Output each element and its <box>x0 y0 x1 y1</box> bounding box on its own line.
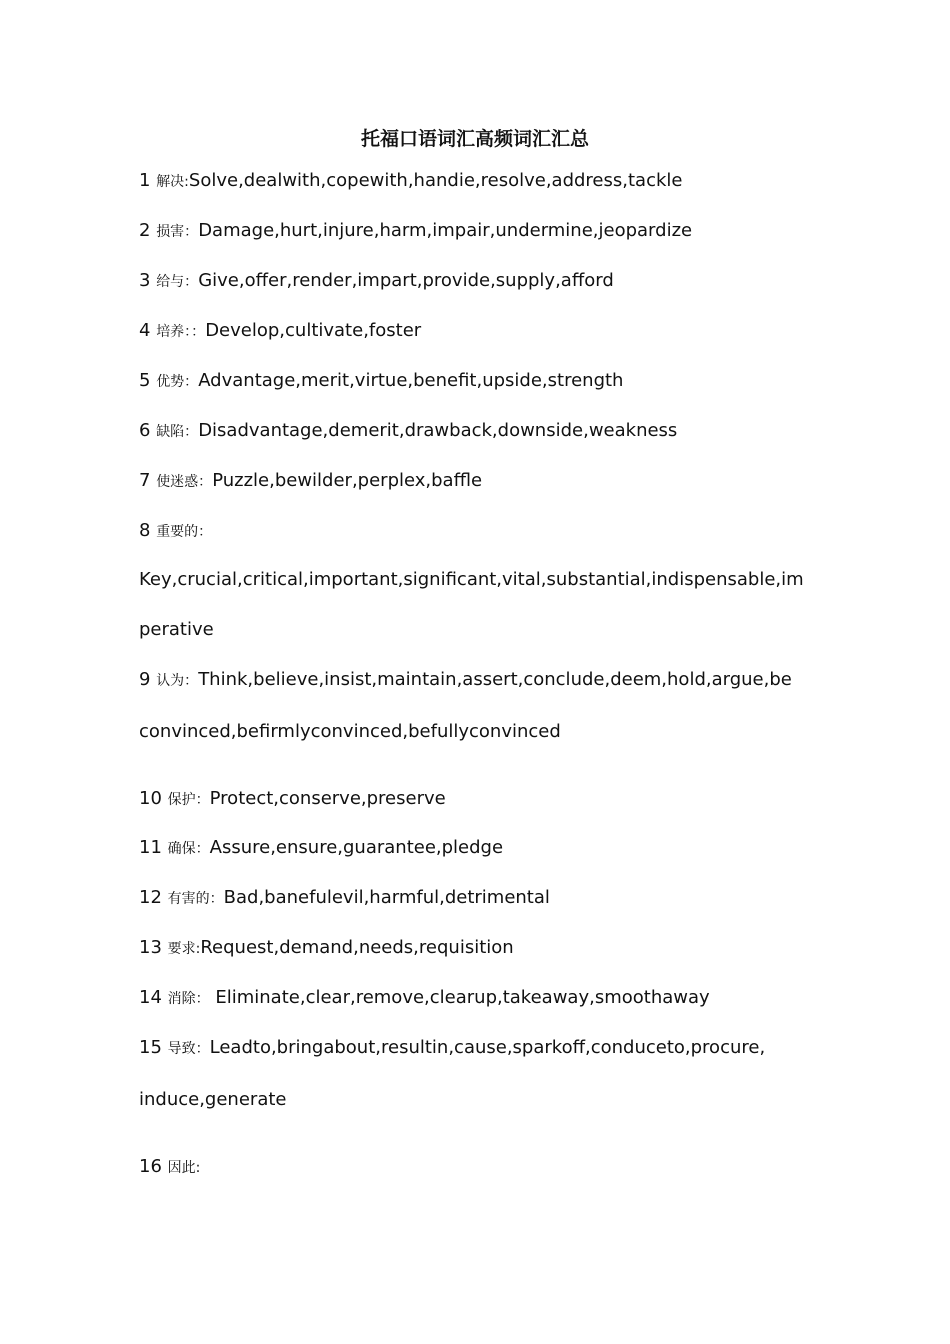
entry-chinese: 导致： <box>167 1041 210 1057</box>
entry-english: Eliminate,clear,remove,clearup,takeaway,smoothaway <box>209 987 710 1008</box>
entry-english: Leadto,bringabout,resultin,cause,sparkoff,conduceto,procure, <box>209 1037 766 1058</box>
entry-english: Request,demand,needs,requisition <box>200 937 514 958</box>
entry-chinese: 认为： <box>156 673 199 689</box>
entry-number: 13 <box>139 937 162 958</box>
entry-chinese: 解决: <box>156 174 189 190</box>
entry-english: Assure,ensure,guarantee,pledge <box>209 837 504 858</box>
vocab-entry-8-continuation: Key,crucial,critical,important,significant,vital,substantial,indispensable,im <box>139 569 804 590</box>
entry-chinese: 保护： <box>167 792 210 808</box>
entry-chinese: 给与： <box>156 274 199 290</box>
entry-number: 1 <box>139 170 151 191</box>
page-title: 托福口语词汇高频词汇汇总 <box>360 128 589 150</box>
vocab-entry-9 <box>139 668 839 693</box>
vocab-entry-15-continuation: induce,generate <box>139 1089 287 1110</box>
entry-chinese: 损害： <box>156 224 199 240</box>
vocab-entry-6 <box>139 419 839 444</box>
entry-english: Disadvantage,demerit,drawback,downside,weakness <box>198 420 678 441</box>
vocab-entry-13 <box>139 936 839 961</box>
entry-english: Advantage,merit,virtue,benefit,upside,strength <box>198 370 624 391</box>
entry-chinese: 确保： <box>167 841 210 857</box>
entry-english: Bad,banefulevil,harmful,detrimental <box>223 887 550 908</box>
entry-chinese: 消除： <box>167 991 210 1007</box>
vocab-entry-7 <box>139 469 839 494</box>
entry-chinese: 重要的： <box>156 524 213 540</box>
vocab-entry-1 <box>139 169 839 194</box>
entry-chinese: 优势： <box>156 374 199 390</box>
vocab-entry-3 <box>139 269 839 294</box>
vocab-entry-14 <box>139 986 839 1011</box>
entry-chinese: 因此: <box>167 1160 201 1176</box>
entry-number: 5 <box>139 370 151 391</box>
entry-english: Puzzle,bewilder,perplex,baffle <box>212 470 483 491</box>
entry-chinese: 使迷惑： <box>156 474 213 490</box>
entry-chinese: 有害的： <box>167 891 224 907</box>
vocab-entry-2 <box>139 219 839 244</box>
entry-english: Think,believe,insist,maintain,assert,conclude,deem,hold,argue,be <box>198 669 792 690</box>
entry-english: Damage,hurt,injure,harm,impair,undermine,jeopardize <box>198 220 693 241</box>
vocab-entry-8-continuation: perative <box>139 619 214 640</box>
vocab-entry-11 <box>139 836 839 861</box>
entry-chinese: 要求: <box>167 941 201 957</box>
entry-number: 16 <box>139 1156 162 1177</box>
entry-number: 14 <box>139 987 162 1008</box>
vocab-entry-16 <box>139 1155 839 1180</box>
vocab-entry-5 <box>139 369 839 394</box>
vocab-entry-8 <box>139 519 839 544</box>
entry-number: 2 <box>139 220 151 241</box>
entry-number: 12 <box>139 887 162 908</box>
vocab-entry-9-continuation: convinced,befirmlyconvinced,befullyconvinced <box>139 721 561 742</box>
entry-number: 11 <box>139 837 162 858</box>
entry-number: 3 <box>139 270 151 291</box>
vocab-entry-10 <box>139 787 839 812</box>
entry-english: Solve,dealwith,copewith,handie,resolve,address,tackle <box>188 170 683 191</box>
entry-number: 7 <box>139 470 151 491</box>
vocab-entry-4 <box>139 319 839 344</box>
vocab-entry-15 <box>139 1036 839 1061</box>
entry-number: 6 <box>139 420 151 441</box>
entry-number: 15 <box>139 1037 162 1058</box>
entry-chinese: 培养：： <box>156 324 206 340</box>
entry-number: 8 <box>139 520 151 541</box>
entry-english: Give,offer,render,impart,provide,supply,afford <box>198 270 614 291</box>
entry-number: 9 <box>139 669 151 690</box>
entry-number: 4 <box>139 320 151 341</box>
entry-number: 10 <box>139 788 162 809</box>
entry-english: Protect,conserve,preserve <box>209 788 446 809</box>
entry-english: Develop,cultivate,foster <box>205 320 422 341</box>
entry-chinese: 缺陷： <box>156 424 199 440</box>
vocab-entry-12 <box>139 886 839 911</box>
